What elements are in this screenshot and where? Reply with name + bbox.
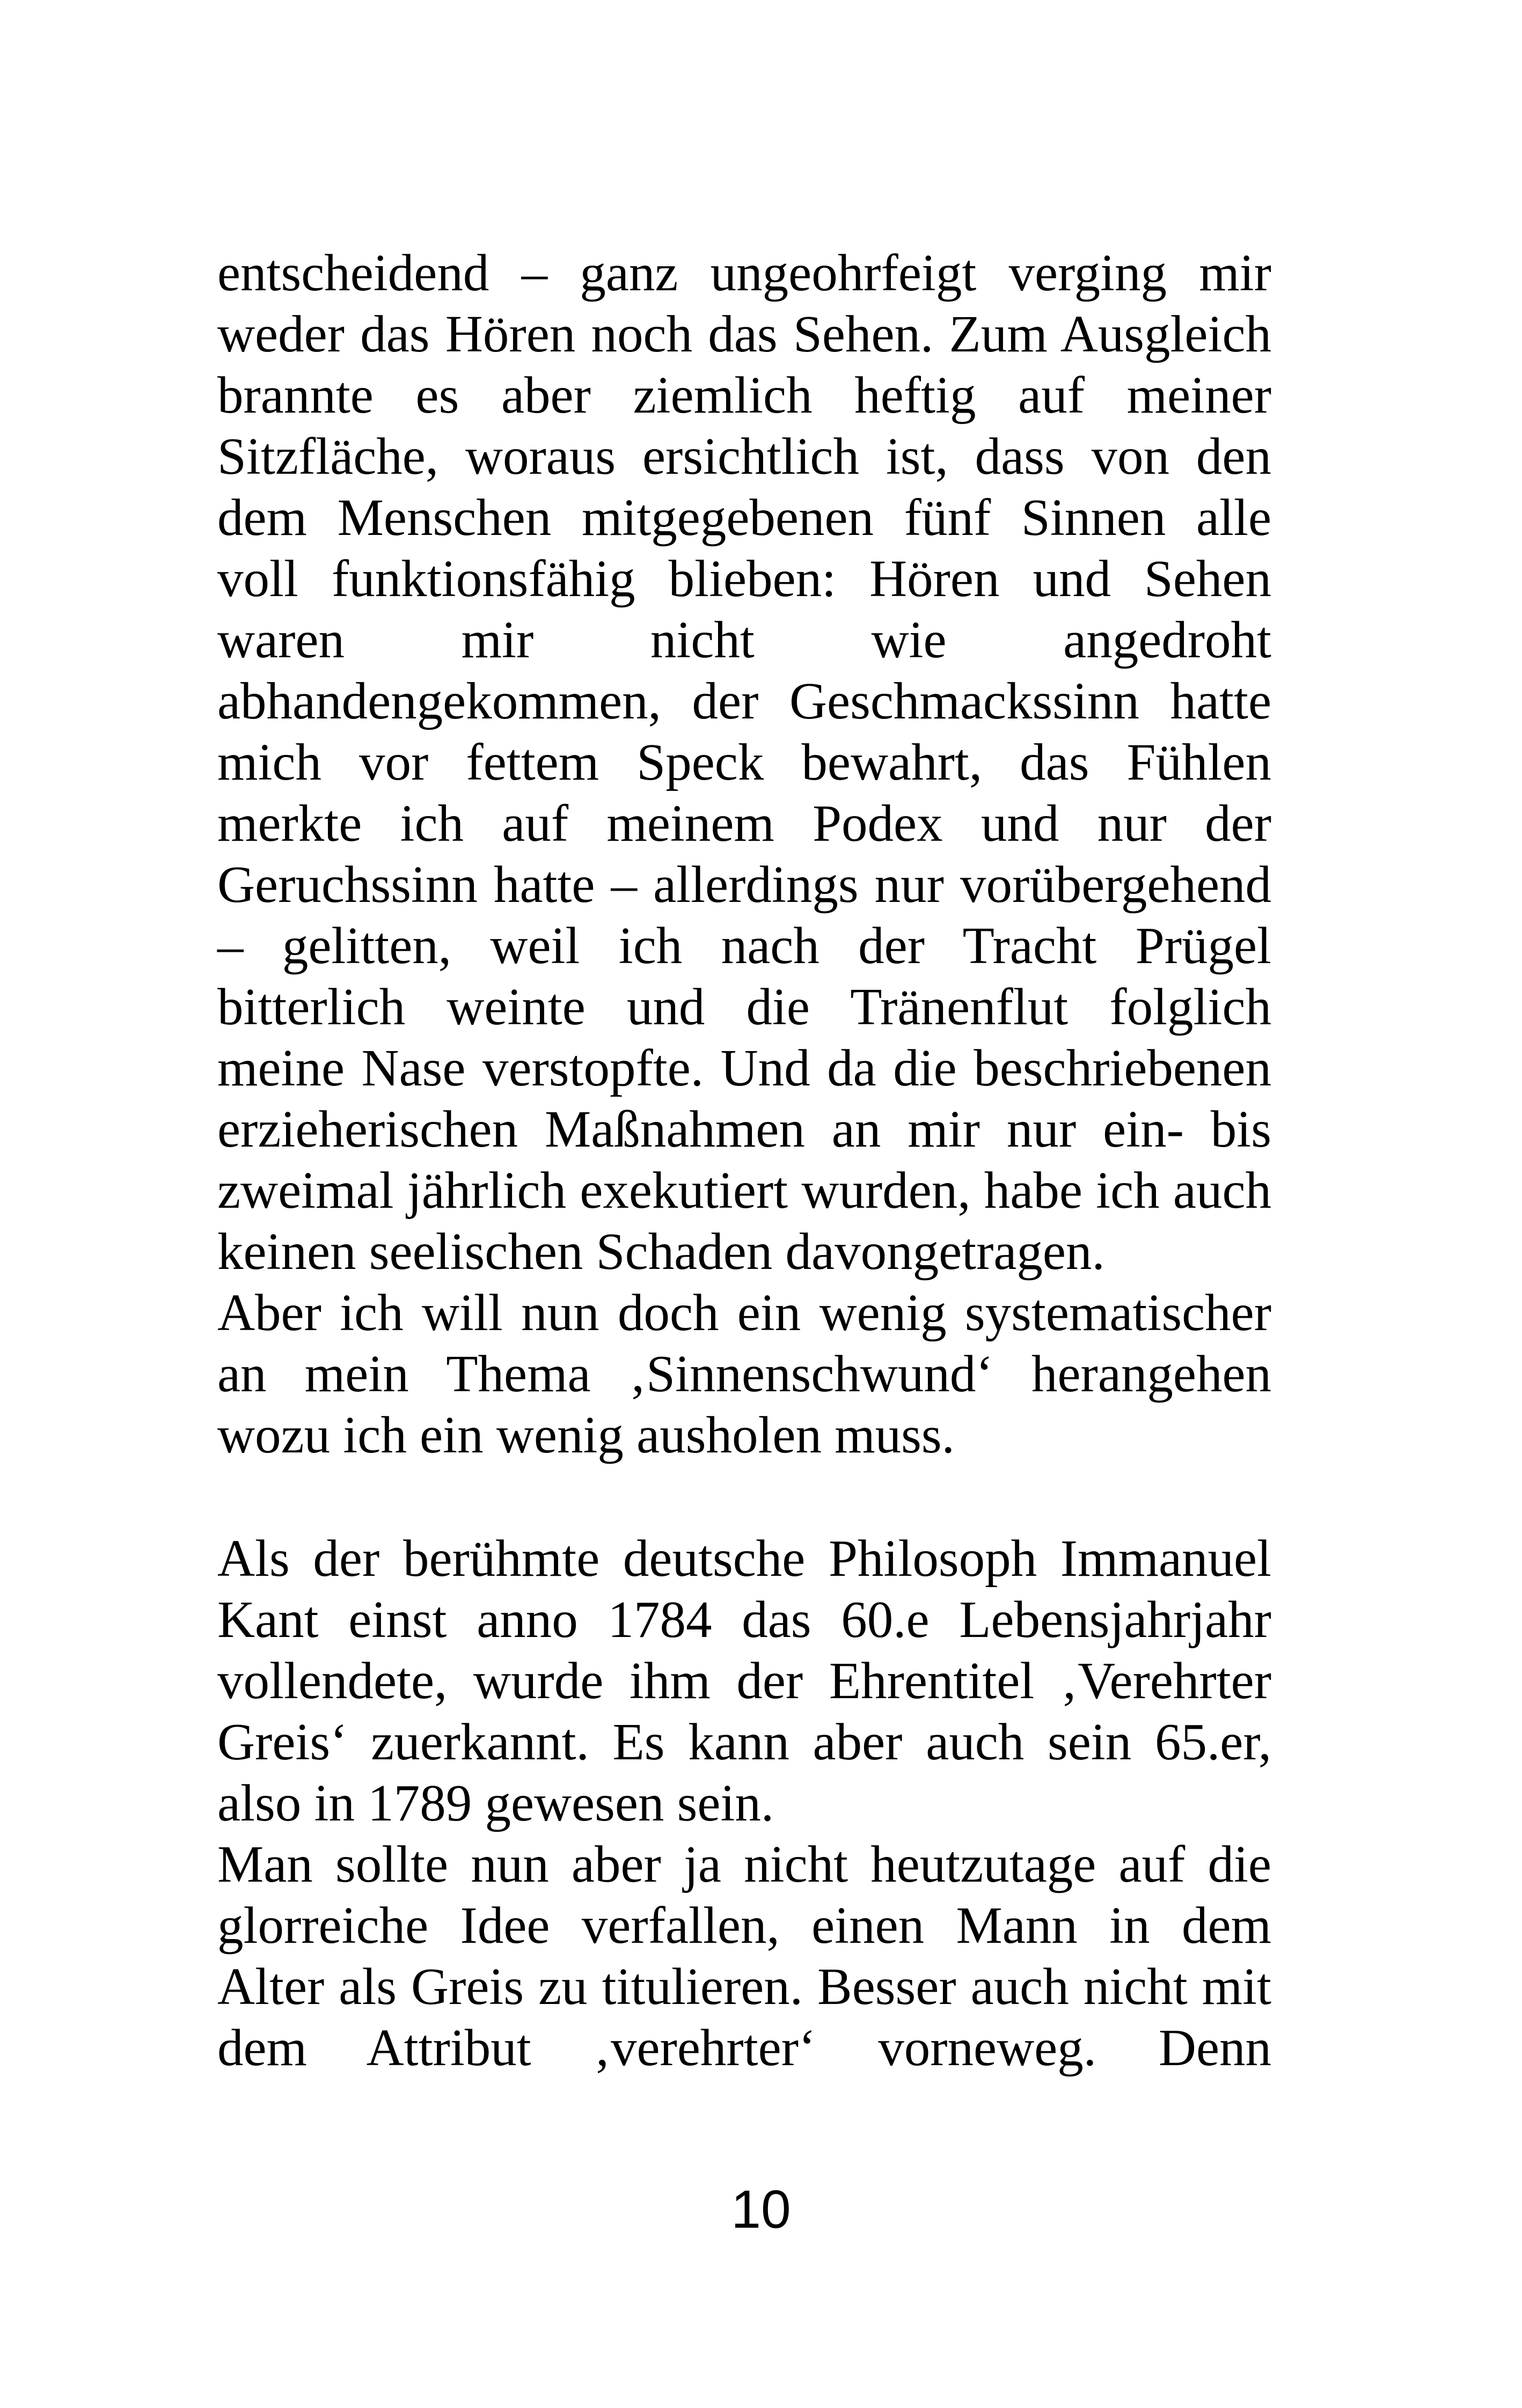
text-line: erzieherischen Maßnahmen an mir nur ein- bis: [217, 1100, 1271, 1158]
text-line: voll funktionsfähig blieben: Hören und Sehen: [217, 550, 1271, 607]
text-line: Sitzfläche, woraus ersichtlich ist, dass von den: [217, 428, 1271, 485]
text-line: brannte es aber ziemlich heftig auf meiner: [217, 366, 1271, 424]
page-number: 10: [731, 2179, 791, 2240]
text-block-upper: [217, 243, 1271, 1466]
text-line: entscheidend – ganz ungeohrfeigt verging mir: [217, 244, 1271, 302]
paragraph: [217, 1282, 1271, 1466]
text-line: merkte ich auf meinem Podex und nur der: [217, 795, 1271, 852]
text-line: – gelitten, weil ich nach der Tracht Prügel: [217, 917, 1271, 974]
text-line: Aber ich will nun doch ein wenig systematischer: [217, 1284, 1271, 1341]
text-line: dem Menschen mitgegebenen fünf Sinnen alle: [217, 489, 1271, 546]
text-line: Alter als Greis zu titulieren. Besser auch nicht mit: [217, 1958, 1271, 2015]
text-line: bitterlich weinte und die Tränenflut folglich: [217, 978, 1271, 1036]
paragraph: [217, 1528, 1271, 1834]
text-line: keinen seelischen Schaden davongetragen.: [217, 1223, 1105, 1280]
text-line: waren mir nicht wie angedroht: [217, 611, 1271, 669]
paragraph: [217, 1834, 1271, 2079]
text-line: wozu ich ein wenig ausholen muss.: [217, 1406, 955, 1464]
text-line: Man sollte nun aber ja nicht heutzutage auf die: [217, 1836, 1271, 1893]
text-line: dem Attribut ‚verehrter‘ vorneweg. Denn: [217, 2019, 1271, 2076]
text-line: Greis‘ zuerkannt. Es kann aber auch sein 65.er,: [217, 1713, 1271, 1771]
text-line: glorreiche Idee verfallen, einen Mann in dem: [217, 1897, 1271, 1954]
text-line: zweimal jährlich exekutiert wurden, habe ich auch: [217, 1162, 1271, 1219]
text-line: an mein Thema ‚Sinnenschwund‘ herangehen: [217, 1345, 1271, 1403]
text-line: meine Nase verstopfte. Und da die beschriebenen: [217, 1039, 1271, 1097]
text-line: also in 1789 gewesen sein.: [217, 1774, 774, 1832]
paragraph: [217, 243, 1271, 1282]
text-line: Als der berühmte deutsche Philosoph Immanuel: [217, 1530, 1271, 1587]
text-line: mich vor fettem Speck bewahrt, das Fühlen: [217, 733, 1271, 791]
text-line: Geruchssinn hatte – allerdings nur vorübergehend: [217, 856, 1271, 913]
text-line: abhandengekommen, der Geschmackssinn hatte: [217, 672, 1271, 730]
text-line: weder das Hören noch das Sehen. Zum Ausgleich: [217, 305, 1271, 363]
text-line: vollendete, wurde ihm der Ehrentitel ‚Verehrter: [217, 1652, 1271, 1709]
text-line: Kant einst anno 1784 das 60.e Lebensjahrjahr: [217, 1591, 1271, 1648]
text-block-lower: [217, 1528, 1271, 2079]
